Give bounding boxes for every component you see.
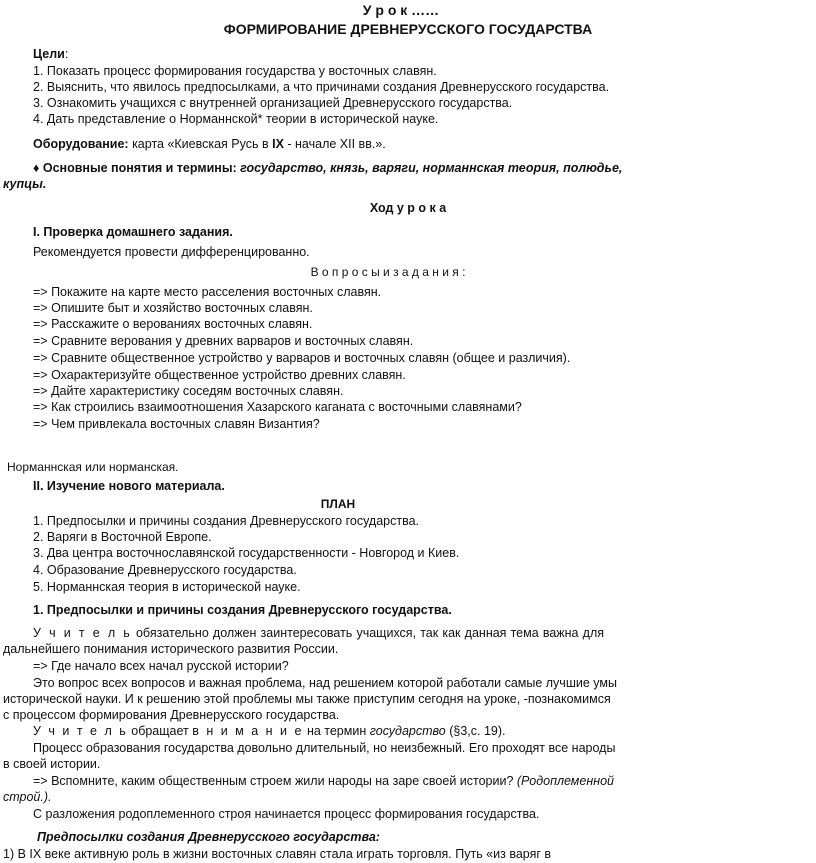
question-item: => Сравните верования у древних варваров и восточных славян. (33, 334, 414, 348)
question-line: => Где начало всех начал русской истории? (33, 659, 289, 673)
terms-line (33, 161, 622, 176)
paragraph-line: в своей истории. (3, 757, 101, 771)
paragraph-line: Процесс образования государства довольно длительный, но неизбежный. Его проходят все народы (33, 741, 616, 755)
paragraph-text: обращает (127, 724, 193, 738)
question-item: => Покажите на карте место расселения восточных славян. (33, 285, 382, 299)
goal-item: 1. Показать процесс формирования государства у восточных славян. (33, 64, 437, 78)
plan-item: 3. Два центра восточнославянской государственности - Новгород и Киев. (33, 546, 460, 560)
plan-heading: ПЛАН (320, 497, 356, 511)
section-1-title: I. Проверка домашнего задания. (33, 225, 233, 239)
course-heading: Ход у р о к а (369, 201, 447, 215)
paragraph-text: обязательно должен заинтересовать учащихся, так как данная тема важна для (131, 626, 605, 640)
question-item: => Опишите быт и хозяйство восточных славян. (33, 301, 313, 315)
questions-heading: В о п р о с ы и з а д а н и я : (310, 265, 466, 279)
paragraph-text: на термин (303, 724, 370, 738)
subsection-title: 1. Предпосылки и причины создания Древнерусского государства. (33, 603, 452, 617)
goals-heading (33, 47, 68, 62)
goals-label: Цели (33, 47, 65, 61)
terms-list-continued: купцы. (3, 177, 47, 191)
section-2-title: II. Изучение нового материала. (33, 479, 225, 493)
plan-item: 2. Варяги в Восточной Европе. (33, 530, 212, 544)
goal-item: 3. Ознакомить учащихся с внутренней организацией Древнерусского государства. (33, 96, 513, 110)
paragraph-line: дальнейшего понимания исторического развития России. (3, 642, 339, 656)
paragraph-line (33, 724, 505, 739)
plan-item: 1. Предпосылки и причины создания Древнерусского государства. (33, 514, 419, 528)
teacher-label: У ч и т е л ь (33, 626, 132, 640)
answer-text-continued: строй.). (3, 790, 52, 804)
question-item: => Дайте характеристику соседям восточных славян. (33, 384, 344, 398)
equipment-text: карта «Киевская Русь в (128, 137, 273, 151)
question-line (33, 774, 614, 789)
document-title: ФОРМИРОВАНИЕ ДРЕВНЕРУССКОГО ГОСУДАРСТВА (223, 21, 593, 37)
teacher-label: У ч и т е л ь (33, 724, 128, 738)
goal-item: 4. Дать представление о Норманнской* теории в исторической науке. (33, 112, 439, 126)
answer-text: (Родоплеменной (513, 774, 614, 788)
terms-list: государство, князь, варяги, норманнская теория, полюдье, (236, 161, 623, 175)
goals-colon: : (64, 47, 69, 61)
equipment-text-end: - начале XII вв.». (283, 137, 386, 151)
paragraph-line: Это вопрос всех вопросов и важная проблема, над решением которой работали самые лучшие умы (33, 676, 617, 690)
equipment-label: Оборудование: (33, 137, 129, 151)
question-item: => Охарактеризуйте общественное устройство древних славян. (33, 368, 406, 382)
term-word: государство (369, 724, 446, 738)
prerequisites-heading: Предпосылки создания Древнерусского государства: (37, 830, 380, 844)
reference-text: (§3,с. 19). (445, 724, 506, 738)
plan-item: 5. Норманнская теория в исторической науке. (33, 580, 301, 594)
paragraph-line: исторической науки. И к решению этой проблемы мы также приступим сегодня на уроке, -познакомимся (3, 692, 611, 706)
question-item: => Как строились взаимоотношения Хазарского каганата с восточными славянами? (33, 400, 522, 414)
footnote: Норманнская или норманская. (7, 460, 179, 474)
question-item: => Сравните общественное устройство у варваров и восточных славян (общее и различия). (33, 351, 571, 365)
question-text: => Вспомните, каким общественным строем жили народы на заре своей истории? (33, 774, 514, 788)
section-1-note: Рекомендуется провести дифференцированно. (33, 245, 310, 259)
goal-item: 2. Выяснить, что явилось предпосылками, а что причинами создания Древнерусского государства. (33, 80, 610, 94)
question-item: => Расскажите о верованиях восточных славян. (33, 317, 313, 331)
equipment-century: IX (272, 137, 284, 151)
paragraph-line: С разложения родоплеменного строя начинается процесс формирования государства. (33, 807, 540, 821)
prerequisite-item: 1) В IX веке активную роль в жизни восточных славян стала играть торговля. Путь «из варяг в (3, 847, 552, 861)
terms-label: ♦ Основные понятия и термины: (33, 161, 237, 175)
lesson-label: У р о к …… (362, 2, 440, 18)
plan-item: 4. Образование Древнерусского государства. (33, 563, 297, 577)
equipment-line (33, 137, 386, 152)
question-item: => Чем привлекала восточных славян Византия? (33, 417, 320, 431)
paragraph-line: с процессом формирования Древнерусского государства. (3, 708, 340, 722)
paragraph-line (33, 626, 604, 641)
attention-word: в н и м а н и е (192, 724, 304, 738)
